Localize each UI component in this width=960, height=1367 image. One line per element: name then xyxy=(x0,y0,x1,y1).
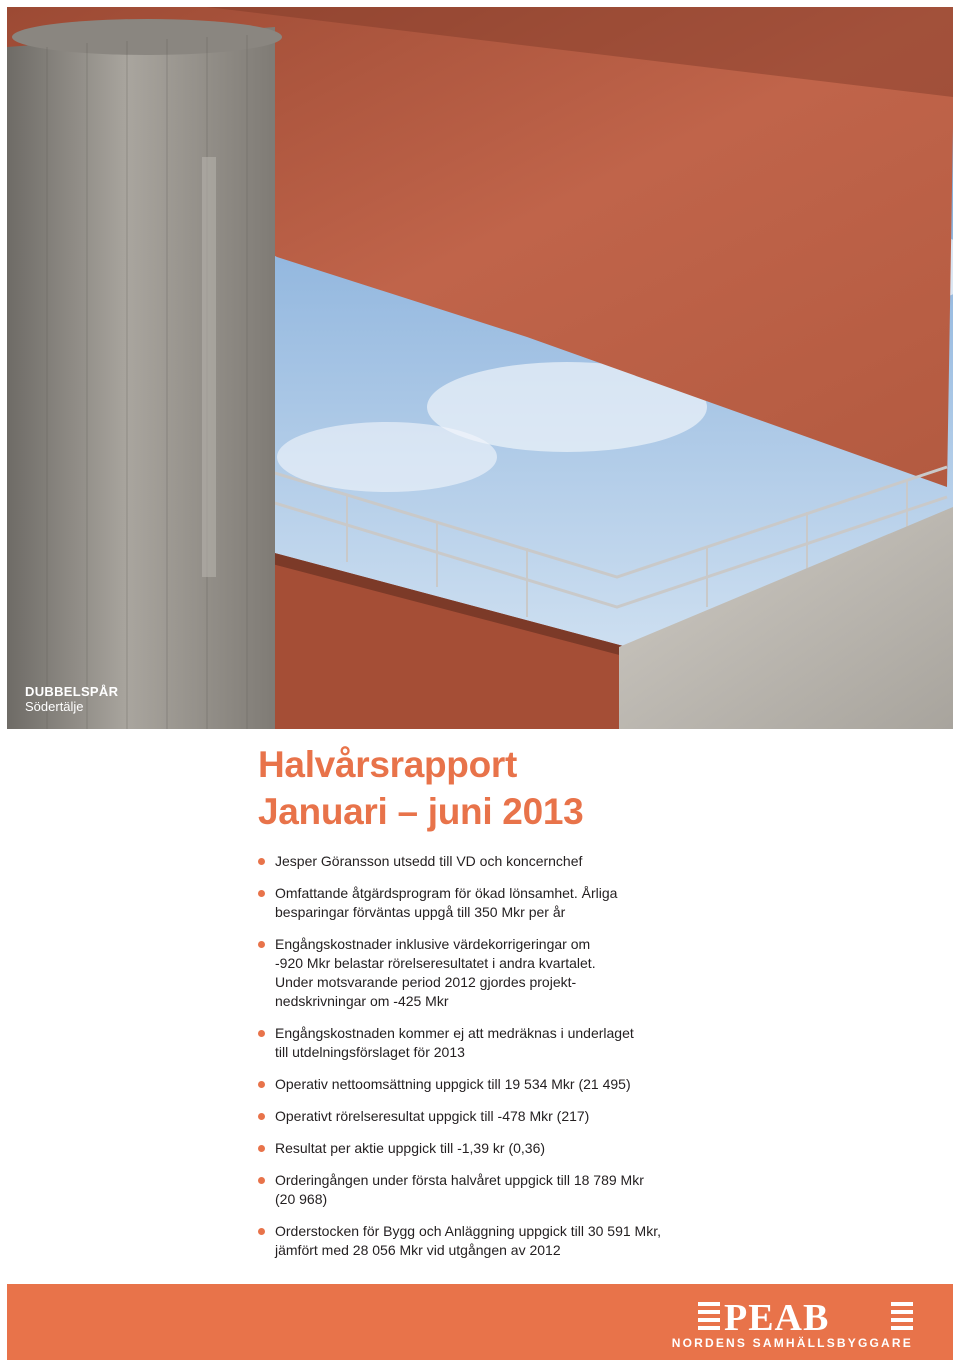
list-item-text: Engångskostnaden kommer ej att medräknas i underlaget xyxy=(275,1025,634,1041)
tagline: NORDENS SAMHÄLLSBYGGARE xyxy=(671,1336,913,1350)
list-item-text: -920 Mkr belastar rörelseresultatet i andra kvartalet. xyxy=(275,955,596,971)
caption-title: DUBBELSPÅR xyxy=(25,684,119,699)
list-item xyxy=(258,1075,728,1094)
list-item-text: besparingar förväntas uppgå till 350 Mkr per år xyxy=(275,904,566,920)
logo-text: PEAB xyxy=(724,1298,830,1332)
cover-photo xyxy=(7,7,953,729)
report-title xyxy=(258,741,583,835)
list-item xyxy=(258,1171,728,1209)
report-title-line1: Halvårsrapport xyxy=(258,744,518,785)
list-item xyxy=(258,1107,728,1126)
list-item-text: Engångskostnader inklusive värdekorrigeringar om xyxy=(275,936,591,952)
list-item xyxy=(258,1222,728,1260)
list-item xyxy=(258,884,728,922)
list-item-text: (20 968) xyxy=(275,1191,328,1207)
list-item-text: Jesper Göransson utsedd till VD och koncernchef xyxy=(275,853,583,869)
list-item-text: Resultat per aktie uppgick till -1,39 kr (0,36) xyxy=(275,1140,546,1156)
bridge-illustration xyxy=(7,7,953,729)
peab-wordmark xyxy=(698,1298,913,1332)
list-item-text: nedskrivningar om -425 Mkr xyxy=(275,993,449,1009)
caption-location: Södertälje xyxy=(25,699,84,714)
list-item xyxy=(258,935,728,1011)
list-item-text: jämfört med 28 056 Mkr vid utgången av 2012 xyxy=(275,1242,561,1258)
list-item-text: Under motsvarande period 2012 gjordes projekt- xyxy=(275,974,577,990)
list-item xyxy=(258,852,728,871)
list-item-text: till utdelningsförslaget för 2013 xyxy=(275,1044,465,1060)
highlights-list xyxy=(258,852,728,1273)
list-item-text: Operativt rörelseresultat uppgick till -478 Mkr (217) xyxy=(275,1108,590,1124)
list-item-text: Operativ nettoomsättning uppgick till 19 534 Mkr (21 495) xyxy=(275,1076,631,1092)
list-item-text: Orderstocken för Bygg och Anläggning uppgick till 30 591 Mkr, xyxy=(275,1223,661,1239)
footer-band xyxy=(7,1284,953,1360)
report-title-line2: Januari – juni 2013 xyxy=(258,791,584,832)
list-item-text: Orderingången under första halvåret uppgick till 18 789 Mkr xyxy=(275,1172,644,1188)
photo-caption xyxy=(25,684,118,714)
list-item-text: Omfattande åtgärdsprogram för ökad lönsamhet. Årliga xyxy=(275,885,618,901)
list-item xyxy=(258,1024,728,1062)
list-item xyxy=(258,1139,728,1158)
